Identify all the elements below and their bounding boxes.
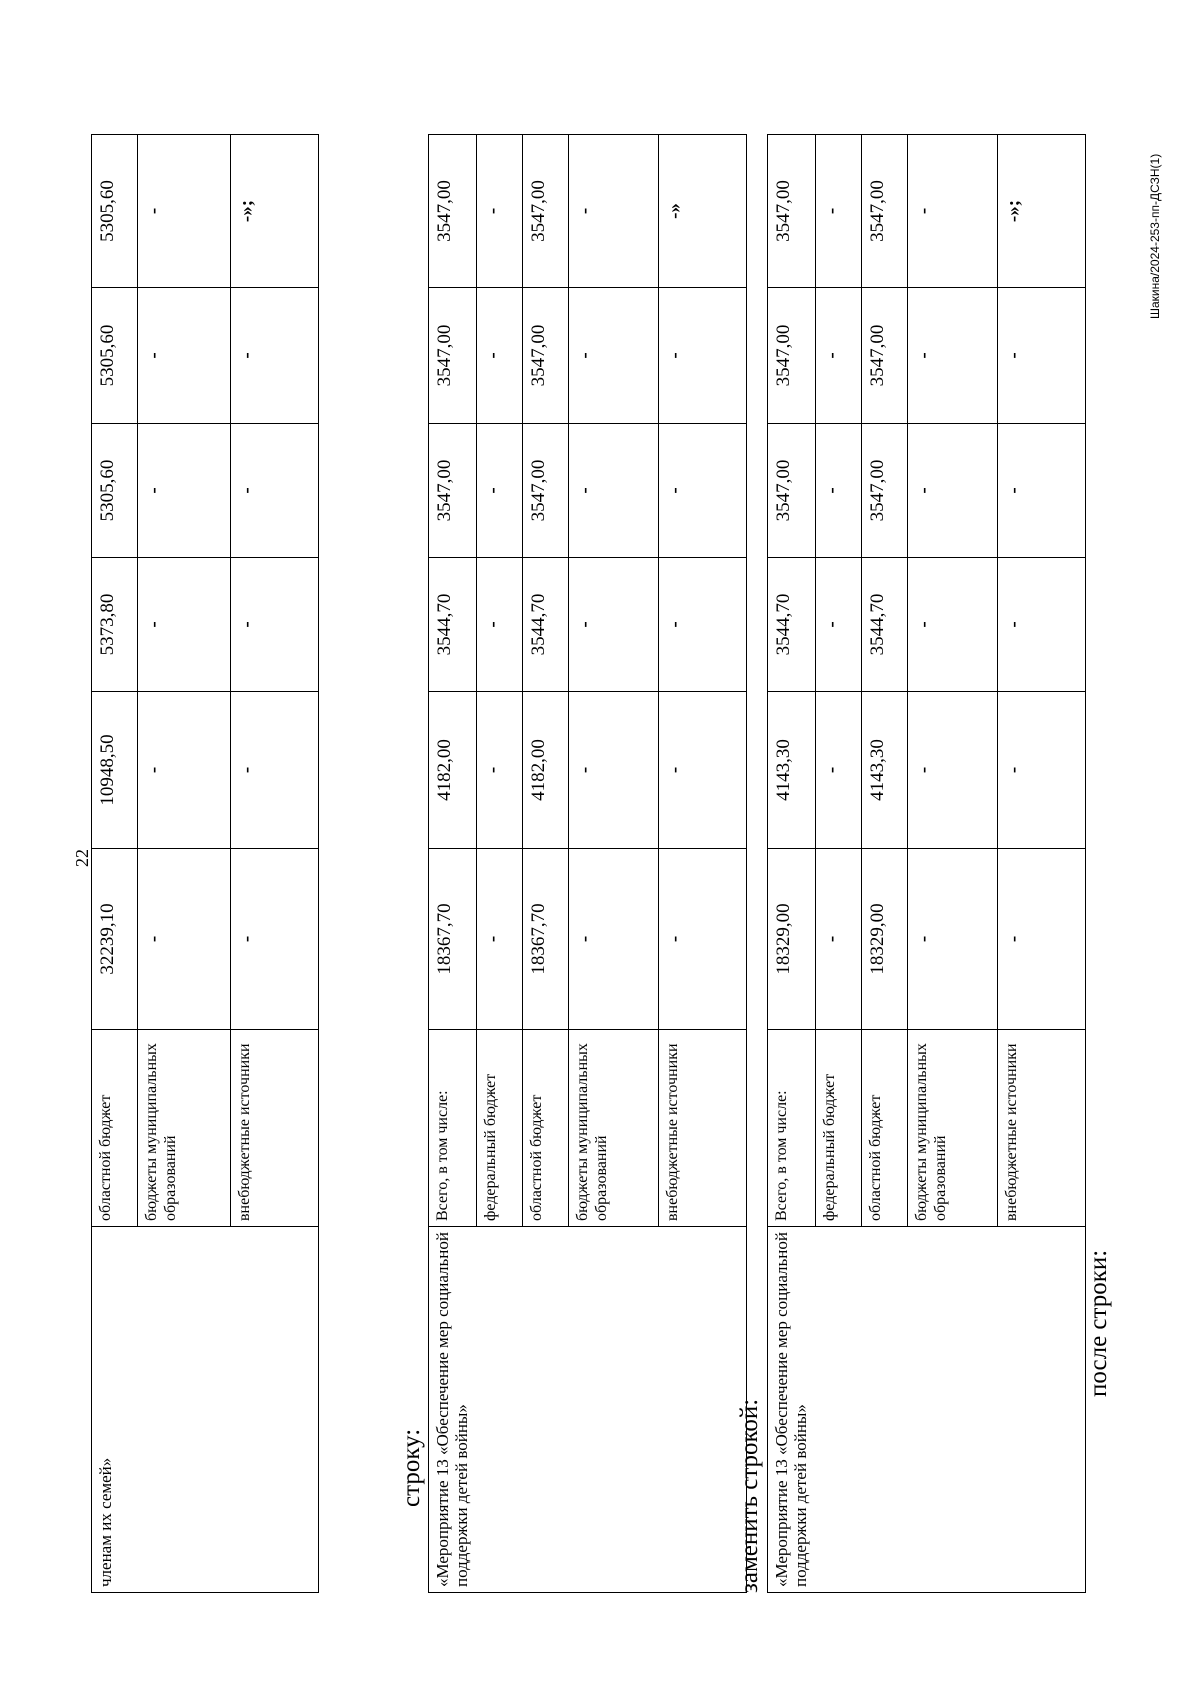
footer-doc-id: Шакина/2024-253-пп-ДСЗН(1) [1148, 153, 1162, 319]
value-cell: - [816, 558, 862, 692]
value-cell: - [569, 558, 659, 692]
page-number: 22 [72, 849, 92, 867]
value-cell: - [477, 424, 523, 558]
table-row [768, 135, 816, 1593]
value-cell: 3544,70 [768, 558, 816, 692]
funding-source-cell: внебюджетные источники [659, 1030, 747, 1227]
funding-source-cell: внебюджетные источники [998, 1030, 1086, 1227]
value-cell: 3547,00 [862, 135, 908, 288]
value-cell: 4182,00 [429, 692, 477, 849]
value-cell: - [569, 288, 659, 424]
value-cell: 10948,50 [92, 692, 138, 849]
table-row [429, 135, 477, 1593]
value-cell: 32239,10 [92, 849, 138, 1030]
value-cell: 3547,00 [429, 288, 477, 424]
funding-source-cell: бюджеты муниципальных образований [569, 1030, 659, 1227]
value-cell: - [816, 135, 862, 288]
value-cell: - [569, 135, 659, 288]
value-cell: - [659, 849, 747, 1030]
table-previous-row [91, 134, 319, 1593]
value-cell: - [231, 849, 319, 1030]
value-cell: 18367,70 [523, 849, 569, 1030]
funding-source-cell: федеральный бюджет [477, 1030, 523, 1227]
value-cell: 3544,70 [862, 558, 908, 692]
value-cell: -»; [231, 135, 319, 288]
value-cell: 3547,00 [523, 288, 569, 424]
value-cell: - [816, 424, 862, 558]
value-cell: 3547,00 [523, 135, 569, 288]
value-cell: - [477, 558, 523, 692]
value-cell: - [138, 558, 231, 692]
caption-row: строку: [398, 1428, 425, 1507]
value-cell: 4182,00 [523, 692, 569, 849]
value-cell: - [477, 135, 523, 288]
table-row [92, 135, 138, 1593]
value-cell: - [231, 558, 319, 692]
value-cell: - [231, 288, 319, 424]
value-cell: 3544,70 [429, 558, 477, 692]
caption-replace: заменить строкой: [736, 1398, 763, 1593]
value-cell: - [816, 849, 862, 1030]
value-cell: - [659, 424, 747, 558]
value-cell: 3547,00 [768, 424, 816, 558]
value-cell: - [908, 135, 998, 288]
value-cell: 5305,60 [92, 135, 138, 288]
value-cell: -»; [998, 135, 1086, 288]
value-cell: - [477, 692, 523, 849]
value-cell: - [908, 558, 998, 692]
value-cell: - [659, 288, 747, 424]
value-cell: - [659, 692, 747, 849]
value-cell: - [477, 288, 523, 424]
funding-source-cell: областной бюджет [92, 1030, 138, 1227]
funding-source-cell: Всего, в том числе: [429, 1030, 477, 1227]
value-cell: - [998, 692, 1086, 849]
value-cell: - [908, 424, 998, 558]
measure-name-cell: «Мероприятие 13 «Обеспечение мер социальной поддержки детей войны» [429, 1227, 747, 1593]
value-cell: 3547,00 [862, 424, 908, 558]
value-cell: - [569, 424, 659, 558]
value-cell: 3547,00 [523, 424, 569, 558]
value-cell: 5305,60 [92, 288, 138, 424]
measure-name-cell: «Мероприятие 13 «Обеспечение мер социальной поддержки детей войны» [768, 1227, 1086, 1593]
table-old-row [428, 134, 747, 1593]
value-cell: - [816, 288, 862, 424]
funding-source-cell: областной бюджет [862, 1030, 908, 1227]
value-cell: 3547,00 [768, 288, 816, 424]
value-cell: - [998, 288, 1086, 424]
value-cell: - [138, 135, 231, 288]
value-cell: 18329,00 [768, 849, 816, 1030]
value-cell: -» [659, 135, 747, 288]
value-cell: - [138, 424, 231, 558]
measure-name-cell: членам их семей» [92, 1227, 319, 1593]
value-cell: - [231, 692, 319, 849]
funding-source-cell: внебюджетные источники [231, 1030, 319, 1227]
funding-source-cell: Всего, в том числе: [768, 1030, 816, 1227]
value-cell: - [231, 424, 319, 558]
funding-source-cell: федеральный бюджет [816, 1030, 862, 1227]
value-cell: - [569, 849, 659, 1030]
value-cell: - [908, 849, 998, 1030]
value-cell: 4143,30 [768, 692, 816, 849]
value-cell: 3547,00 [429, 135, 477, 288]
value-cell: 18367,70 [429, 849, 477, 1030]
value-cell: 18329,00 [862, 849, 908, 1030]
funding-source-cell: областной бюджет [523, 1030, 569, 1227]
value-cell: - [477, 849, 523, 1030]
value-cell: - [908, 692, 998, 849]
value-cell: 3547,00 [429, 424, 477, 558]
table-new-row [767, 134, 1086, 1593]
value-cell: 3547,00 [862, 288, 908, 424]
value-cell: 4143,30 [862, 692, 908, 849]
value-cell: - [138, 849, 231, 1030]
value-cell: 5373,80 [92, 558, 138, 692]
funding-source-cell: бюджеты муниципальных образований [138, 1030, 231, 1227]
value-cell: 5305,60 [92, 424, 138, 558]
value-cell: 3544,70 [523, 558, 569, 692]
value-cell: - [138, 288, 231, 424]
value-cell: - [569, 692, 659, 849]
value-cell: - [998, 558, 1086, 692]
value-cell: - [816, 692, 862, 849]
caption-after: после строки: [1085, 1249, 1112, 1397]
value-cell: - [908, 288, 998, 424]
value-cell: - [998, 849, 1086, 1030]
value-cell: - [138, 692, 231, 849]
value-cell: 3547,00 [768, 135, 816, 288]
value-cell: - [998, 424, 1086, 558]
value-cell: - [659, 558, 747, 692]
funding-source-cell: бюджеты муниципальных образований [908, 1030, 998, 1227]
